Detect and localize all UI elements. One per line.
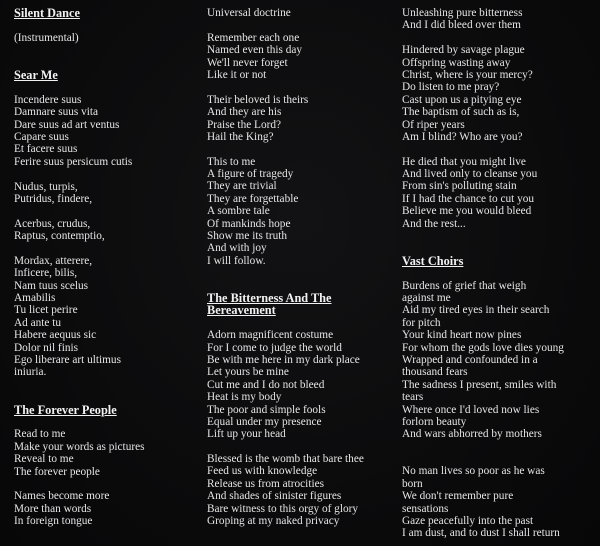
stanza-gap — [14, 168, 194, 180]
song-title: The Forever People — [14, 402, 117, 417]
stanza-gap — [207, 81, 397, 93]
lyric-line: And I did bleed over them — [402, 19, 521, 32]
lyric-line: Groping at my naked privacy — [207, 515, 340, 528]
lyric-line: Believe me you would bleed — [402, 205, 532, 218]
lyric-line: Christ, where is your mercy? — [402, 68, 533, 81]
lyric-line: Nudus, turpis, — [14, 180, 78, 193]
lyric-line: Their beloved is theirs — [207, 93, 309, 106]
lyric-line: The sadness I present, smiles with — [402, 378, 557, 391]
lyric-line: born — [402, 477, 423, 490]
lyric-line: sensations — [402, 502, 449, 515]
lyric-line: Ferire suus persicum cutis — [14, 155, 133, 168]
lyric-line: They are forgettable — [207, 192, 299, 205]
lyric-line: And shades of sinister figures — [207, 490, 342, 503]
lyric-line: Ad ante tu — [14, 316, 62, 329]
lyric-line: Burdens of grief that weigh — [402, 279, 527, 292]
lyric-line: Names become more — [14, 490, 110, 503]
lyric-line: Equal under my presence — [207, 415, 322, 428]
lyric-line: Et facere suus — [14, 143, 78, 156]
lyric-line: Be with me here in my dark place — [207, 353, 360, 366]
lyric-line: iniuria. — [14, 366, 47, 379]
stanza-gap — [207, 317, 397, 329]
lyric-line: (Instrumental) — [14, 31, 79, 44]
lyric-line: A figure of tragedy — [207, 168, 294, 181]
lyric-line: forlorn beauty — [402, 415, 467, 428]
stanza-gap — [14, 81, 194, 93]
lyric-line: I will follow. — [207, 254, 266, 267]
lyric-line: Wrapped and confounded in a — [402, 353, 538, 366]
lyric-line: Blessed is the womb that bare thee — [207, 453, 364, 466]
lyric-line: Of riper years — [402, 118, 465, 131]
lyric-line: for pitch — [402, 316, 441, 329]
lyric-line: Raptus, contemptio, — [14, 230, 105, 243]
lyric-line: And lived only to cleanse you — [402, 168, 538, 181]
song-title: Vast Choirs — [402, 253, 464, 268]
lyric-line: This to me — [207, 155, 256, 168]
lyric-line: We'll never forget — [207, 56, 288, 69]
stanza-gap — [207, 143, 397, 155]
lyric-line: More than words — [14, 502, 92, 515]
lyric-line: The poor and simple fools — [207, 403, 326, 416]
lyric-line: Where once I'd loved now lies — [402, 403, 540, 416]
stanza-gap — [14, 205, 194, 217]
lyric-line: Hail the King? — [207, 130, 274, 143]
lyric-line: Release us from atrocities — [207, 477, 325, 490]
lyric-line: Praise the Lord? — [207, 118, 282, 131]
lyrics-column-right — [402, 7, 598, 540]
lyric-line: Offspring wasting away — [402, 56, 511, 69]
lyric-line: against me — [402, 292, 451, 304]
lyric-line: And with joy — [207, 242, 267, 255]
lyric-line: For whom the gods love dies young — [402, 341, 564, 354]
lyric-line: Aid my tired eyes in their search — [402, 304, 550, 317]
lyric-line: Lift up your head — [207, 428, 286, 441]
stanza-gap — [207, 441, 397, 453]
lyric-line: Unleashing pure bitterness — [402, 7, 523, 19]
lyric-line: No man lives so poor as he was — [402, 465, 545, 478]
lyric-line: Hindered by savage plague — [402, 44, 525, 57]
lyric-line: They are trivial — [207, 180, 277, 193]
stanza-gap — [207, 267, 397, 279]
lyric-line: Am I blind? Who are you? — [402, 130, 523, 143]
song-title: Bereavement — [207, 303, 276, 318]
lyric-line: The forever people — [14, 465, 100, 478]
lyric-line: Reveal to me — [14, 453, 74, 466]
lyric-line: Incendere suus — [14, 93, 82, 106]
lyric-line: Damnare suus vita — [14, 106, 99, 119]
lyric-line: If I had the chance to cut you — [402, 192, 535, 205]
lyric-line: Dare suus ad art ventus — [14, 118, 120, 131]
lyric-line: Putridus, findere, — [14, 192, 93, 205]
lyric-line: A sombre tale — [207, 205, 270, 218]
lyric-line: tears — [402, 391, 424, 404]
lyric-line: thousand fears — [402, 366, 468, 379]
lyric-line: Heat is my body — [207, 391, 282, 404]
lyrics-column-middle — [207, 7, 397, 527]
lyric-line: Show me its truth — [207, 230, 288, 243]
stanza-gap — [402, 441, 598, 453]
stanza-gap — [402, 230, 598, 242]
lyric-line: Adorn magnificent costume — [207, 329, 334, 342]
stanza-gap — [402, 267, 598, 279]
lyric-line: Universal doctrine — [207, 7, 291, 19]
stanza-gap — [402, 453, 598, 465]
stanza-gap — [14, 44, 194, 56]
lyric-line: For I come to judge the world — [207, 341, 342, 354]
song-title: The Bitterness And The — [207, 290, 332, 305]
lyric-line: Bare witness to this orgy of glory — [207, 502, 359, 515]
lyric-line: Read to me — [14, 428, 66, 441]
lyric-line: Cut me and I do not bleed — [207, 378, 325, 391]
lyric-line: Mordax, atterere, — [14, 254, 93, 267]
lyric-line: Named even this day — [207, 44, 303, 57]
lyric-line: We don't remember pure — [402, 490, 514, 503]
stanza-gap — [14, 416, 194, 428]
song-title: Sear Me — [14, 67, 58, 82]
lyric-line: Like it or not — [207, 68, 267, 81]
lyric-line: Amabilis — [14, 292, 56, 305]
stanza-gap — [207, 19, 397, 31]
stanza-gap — [402, 242, 598, 254]
lyric-line: I am dust, and to dust I shall return — [402, 527, 560, 540]
lyric-line: Cast upon us a pitying eye — [402, 93, 522, 106]
stanza-gap — [14, 478, 194, 490]
lyric-line: Dolor nil finis — [14, 341, 79, 354]
lyric-line: Ego liberare art ultimus — [14, 353, 121, 366]
lyric-line: Your kind heart now pines — [402, 329, 522, 342]
stanza-gap — [14, 19, 194, 31]
lyric-line: Feed us with knowledge — [207, 465, 318, 478]
lyric-line: Of mankinds hope — [207, 217, 291, 230]
song-title: Silent Dance — [14, 6, 80, 20]
lyric-line: Inficere, bilis, — [14, 267, 78, 280]
lyric-line: Do listen to me pray? — [402, 81, 500, 94]
lyric-line: Let yours be mine — [207, 366, 289, 379]
lyric-line: He died that you might live — [402, 155, 526, 168]
lyric-line: Nam tuus scelus — [14, 279, 89, 292]
lyric-line: Acerbus, crudus, — [14, 217, 91, 230]
stanza-gap — [14, 391, 194, 403]
lyric-line: And the rest... — [402, 217, 466, 230]
lyric-line: Make your words as pictures — [14, 440, 145, 453]
lyric-line: Gaze peacefully into the past — [402, 515, 534, 528]
lyric-line: The baptism of such as is, — [402, 106, 520, 119]
lyric-line: Habere aequus sic — [14, 329, 97, 342]
lyric-line: In foreign tongue — [14, 515, 93, 528]
stanza-gap — [402, 143, 598, 155]
stanza-gap — [14, 379, 194, 391]
lyric-line: Capare suus — [14, 130, 69, 143]
stanza-gap — [402, 32, 598, 44]
lyric-line: Remember each one — [207, 31, 300, 44]
lyric-line: And they are his — [207, 106, 282, 119]
lyric-line: Tu licet perire — [14, 304, 78, 317]
lyric-line: From sin's polluting stain — [402, 180, 517, 193]
lyric-line: And wars abhorred by mothers — [402, 428, 542, 441]
lyrics-column-left — [14, 7, 194, 527]
stanza-gap — [14, 242, 194, 254]
